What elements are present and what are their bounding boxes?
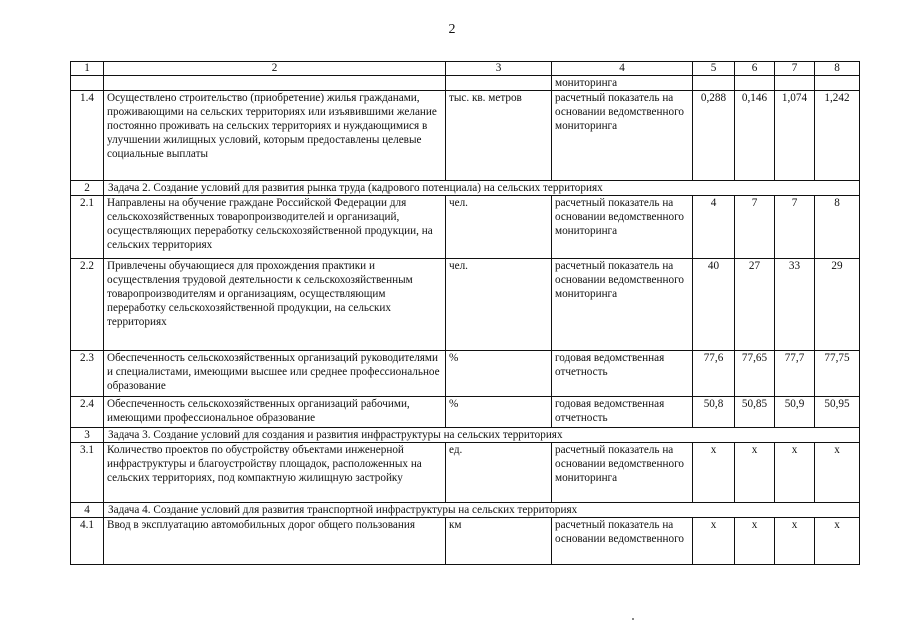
task-number: 3 <box>71 428 104 443</box>
source-cell: расчетный показатель на основании ведомственного мониторинга <box>552 443 693 503</box>
page-number: 2 <box>448 22 456 37</box>
task-text: Задача 3. Создание условий для создания и развития инфраструктуры на сельских территориях <box>104 428 860 443</box>
value-cell: 8 <box>815 196 860 259</box>
column-header: 6 <box>735 62 775 76</box>
row-number: 2.4 <box>71 397 104 428</box>
table-row <box>71 259 860 351</box>
column-header: 4 <box>552 62 693 76</box>
source-cell: расчетный показатель на основании ведомственного <box>552 518 693 565</box>
value-cell: 7 <box>735 196 775 259</box>
value-cell: 77,65 <box>735 351 775 397</box>
unit-cell: чел. <box>446 196 552 259</box>
task-text: Задача 2. Создание условий для развития рынка труда (кадрового потенциала) на сельских территориях <box>104 181 860 196</box>
continuation-row <box>71 76 860 91</box>
value-cell: 50,85 <box>735 397 775 428</box>
value-cell: x <box>775 518 815 565</box>
task-text: Задача 4. Создание условий для развития транспортной инфраструктуры на сельских территориях <box>104 503 860 518</box>
column-header: 5 <box>693 62 735 76</box>
value-cell: 77,75 <box>815 351 860 397</box>
table-row <box>71 518 860 565</box>
table-row <box>71 397 860 428</box>
row-number: 1.4 <box>71 91 104 181</box>
value-cell: 77,6 <box>693 351 735 397</box>
table-row <box>71 91 860 181</box>
task-row <box>71 428 860 443</box>
row-number: 4.1 <box>71 518 104 565</box>
source-cell: годовая ведомственная отчетность <box>552 351 693 397</box>
column-number-row <box>71 62 860 76</box>
source-cell: расчетный показатель на основании ведомственного мониторинга <box>552 91 693 181</box>
value-cell: 50,95 <box>815 397 860 428</box>
unit-cell: ед. <box>446 443 552 503</box>
indicator-name: Ввод в эксплуатацию автомобильных дорог общего пользования <box>104 518 446 565</box>
indicator-name: Осуществлено строительство (приобретение) жилья гражданами, проживающими на сельских территориях или изъявившими желание постоянно проживать на сельских территориях и нуждающимися в улучшении жилищных условий, которым предоставлены целевые социальные выплаты <box>104 91 446 181</box>
row-number: 2.3 <box>71 351 104 397</box>
indicator-name: Направлены на обучение граждане Российской Федерации для сельскохозяйственных товаропроизводителей и организаций, осуществляющих переработку сельскохозяйственной продукции, на сельских территориях <box>104 196 446 259</box>
value-cell: x <box>775 443 815 503</box>
table-body <box>71 62 860 565</box>
value-cell: 7 <box>775 196 815 259</box>
value-cell: 27 <box>735 259 775 351</box>
value-cell: x <box>693 443 735 503</box>
unit-cell: тыс. кв. метров <box>446 91 552 181</box>
scan-speck <box>632 618 634 620</box>
value-cell: 77,7 <box>775 351 815 397</box>
row-number: 2.1 <box>71 196 104 259</box>
value-cell: x <box>815 518 860 565</box>
indicator-name: Обеспеченность сельскохозяйственных организаций рабочими, имеющими профессиональное образование <box>104 397 446 428</box>
column-header: 8 <box>815 62 860 76</box>
column-header: 2 <box>104 62 446 76</box>
task-number: 2 <box>71 181 104 196</box>
task-row <box>71 181 860 196</box>
source-cell: расчетный показатель на основании ведомственного мониторинга <box>552 196 693 259</box>
value-cell: 0,288 <box>693 91 735 181</box>
indicator-name: Количество проектов по обустройству объектами инженерной инфраструктуры и благоустройству площадок, расположенных на сельских территориях, под компактную жилищную застройку <box>104 443 446 503</box>
value-cell: x <box>815 443 860 503</box>
unit-cell: % <box>446 351 552 397</box>
unit-cell: чел. <box>446 259 552 351</box>
value-cell: 33 <box>775 259 815 351</box>
value-cell: 1,242 <box>815 91 860 181</box>
column-header: 1 <box>71 62 104 76</box>
row-number: 3.1 <box>71 443 104 503</box>
unit-cell: % <box>446 397 552 428</box>
column-header: 3 <box>446 62 552 76</box>
column-header: 7 <box>775 62 815 76</box>
table-row <box>71 443 860 503</box>
source-cell: годовая ведомственная отчетность <box>552 397 693 428</box>
value-cell: 50,8 <box>693 397 735 428</box>
task-number: 4 <box>71 503 104 518</box>
unit-cell: км <box>446 518 552 565</box>
value-cell: 0,146 <box>735 91 775 181</box>
value-cell: 1,074 <box>775 91 815 181</box>
source-cell: расчетный показатель на основании ведомственного мониторинга <box>552 259 693 351</box>
task-row <box>71 503 860 518</box>
indicator-name: Обеспеченность сельскохозяйственных организаций руководителями и специалистами, имеющими высшее или среднее профессиональное образование <box>104 351 446 397</box>
indicators-table <box>70 61 860 565</box>
row-number: 2.2 <box>71 259 104 351</box>
indicator-name: Привлечены обучающиеся для прохождения практики и осуществления трудовой деятельности к сельскохозяйственным товаропроизводителям и организациям, осуществляющим переработку сельскохозяйственной продукции, на сельских территориях <box>104 259 446 351</box>
value-cell: 4 <box>693 196 735 259</box>
value-cell: 29 <box>815 259 860 351</box>
table-row <box>71 196 860 259</box>
value-cell: x <box>735 443 775 503</box>
value-cell: 40 <box>693 259 735 351</box>
value-cell: x <box>735 518 775 565</box>
source-cell: мониторинга <box>552 76 693 91</box>
table-row <box>71 351 860 397</box>
value-cell: 50,9 <box>775 397 815 428</box>
value-cell: x <box>693 518 735 565</box>
